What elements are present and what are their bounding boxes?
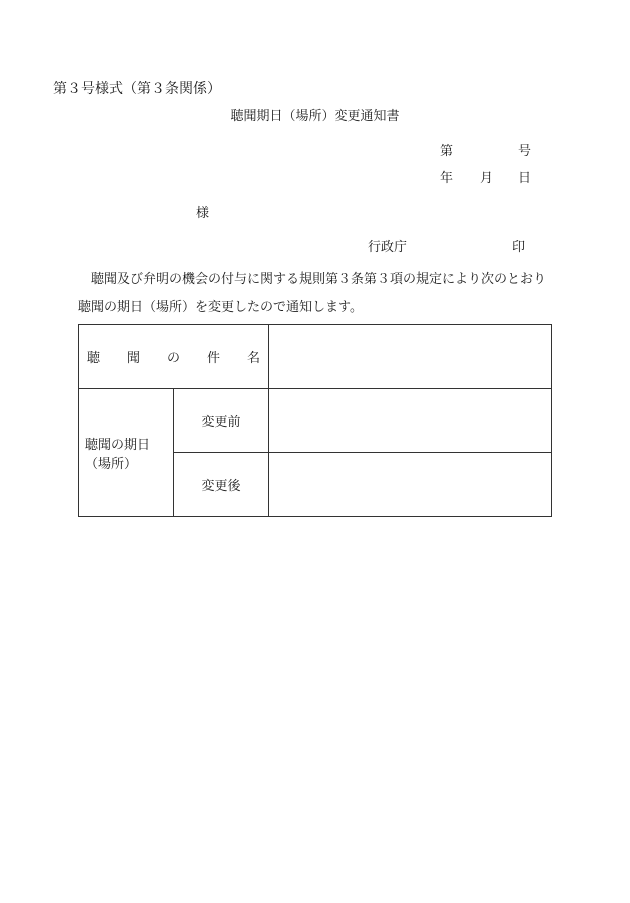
- notice-table: [78, 324, 552, 517]
- document-title: 聴聞期日（場所）変更通知書: [230, 109, 400, 124]
- case-name-char: 聴: [87, 351, 101, 366]
- case-name-row: [79, 325, 552, 389]
- after-change-value: [269, 453, 552, 517]
- notice-body-text: 聴聞及び弁明の機会の付与に関する規則第３条第３項の規定により次のとおり聴聞の期日（場所）を変更したので通知します。: [78, 272, 547, 315]
- case-name-char: 聞: [126, 351, 140, 366]
- issuing-agency: 行政庁: [368, 240, 408, 255]
- after-change-label: 変更後: [174, 453, 269, 517]
- document-number-suffix: 号: [518, 144, 532, 159]
- case-name-char: 件: [206, 351, 220, 366]
- before-change-label: 変更前: [174, 389, 269, 453]
- seal-mark: 印: [512, 240, 526, 255]
- addressee-honorific: 様: [196, 206, 210, 221]
- case-name-char: の: [166, 351, 180, 366]
- date-year-label: 年: [440, 171, 454, 186]
- before-change-value: [269, 389, 552, 453]
- case-name-value: [269, 325, 552, 389]
- date-place-label: 聴聞の期日（場所）: [79, 389, 174, 517]
- date-day-label: 日: [518, 171, 532, 186]
- date-month-label: 月: [480, 171, 494, 186]
- case-name-label: [79, 325, 269, 389]
- case-name-char: 名: [246, 351, 260, 366]
- form-number: 第３号様式（第３条関係）: [53, 81, 221, 97]
- before-change-row: [79, 389, 552, 453]
- document-number-prefix: 第: [440, 144, 454, 159]
